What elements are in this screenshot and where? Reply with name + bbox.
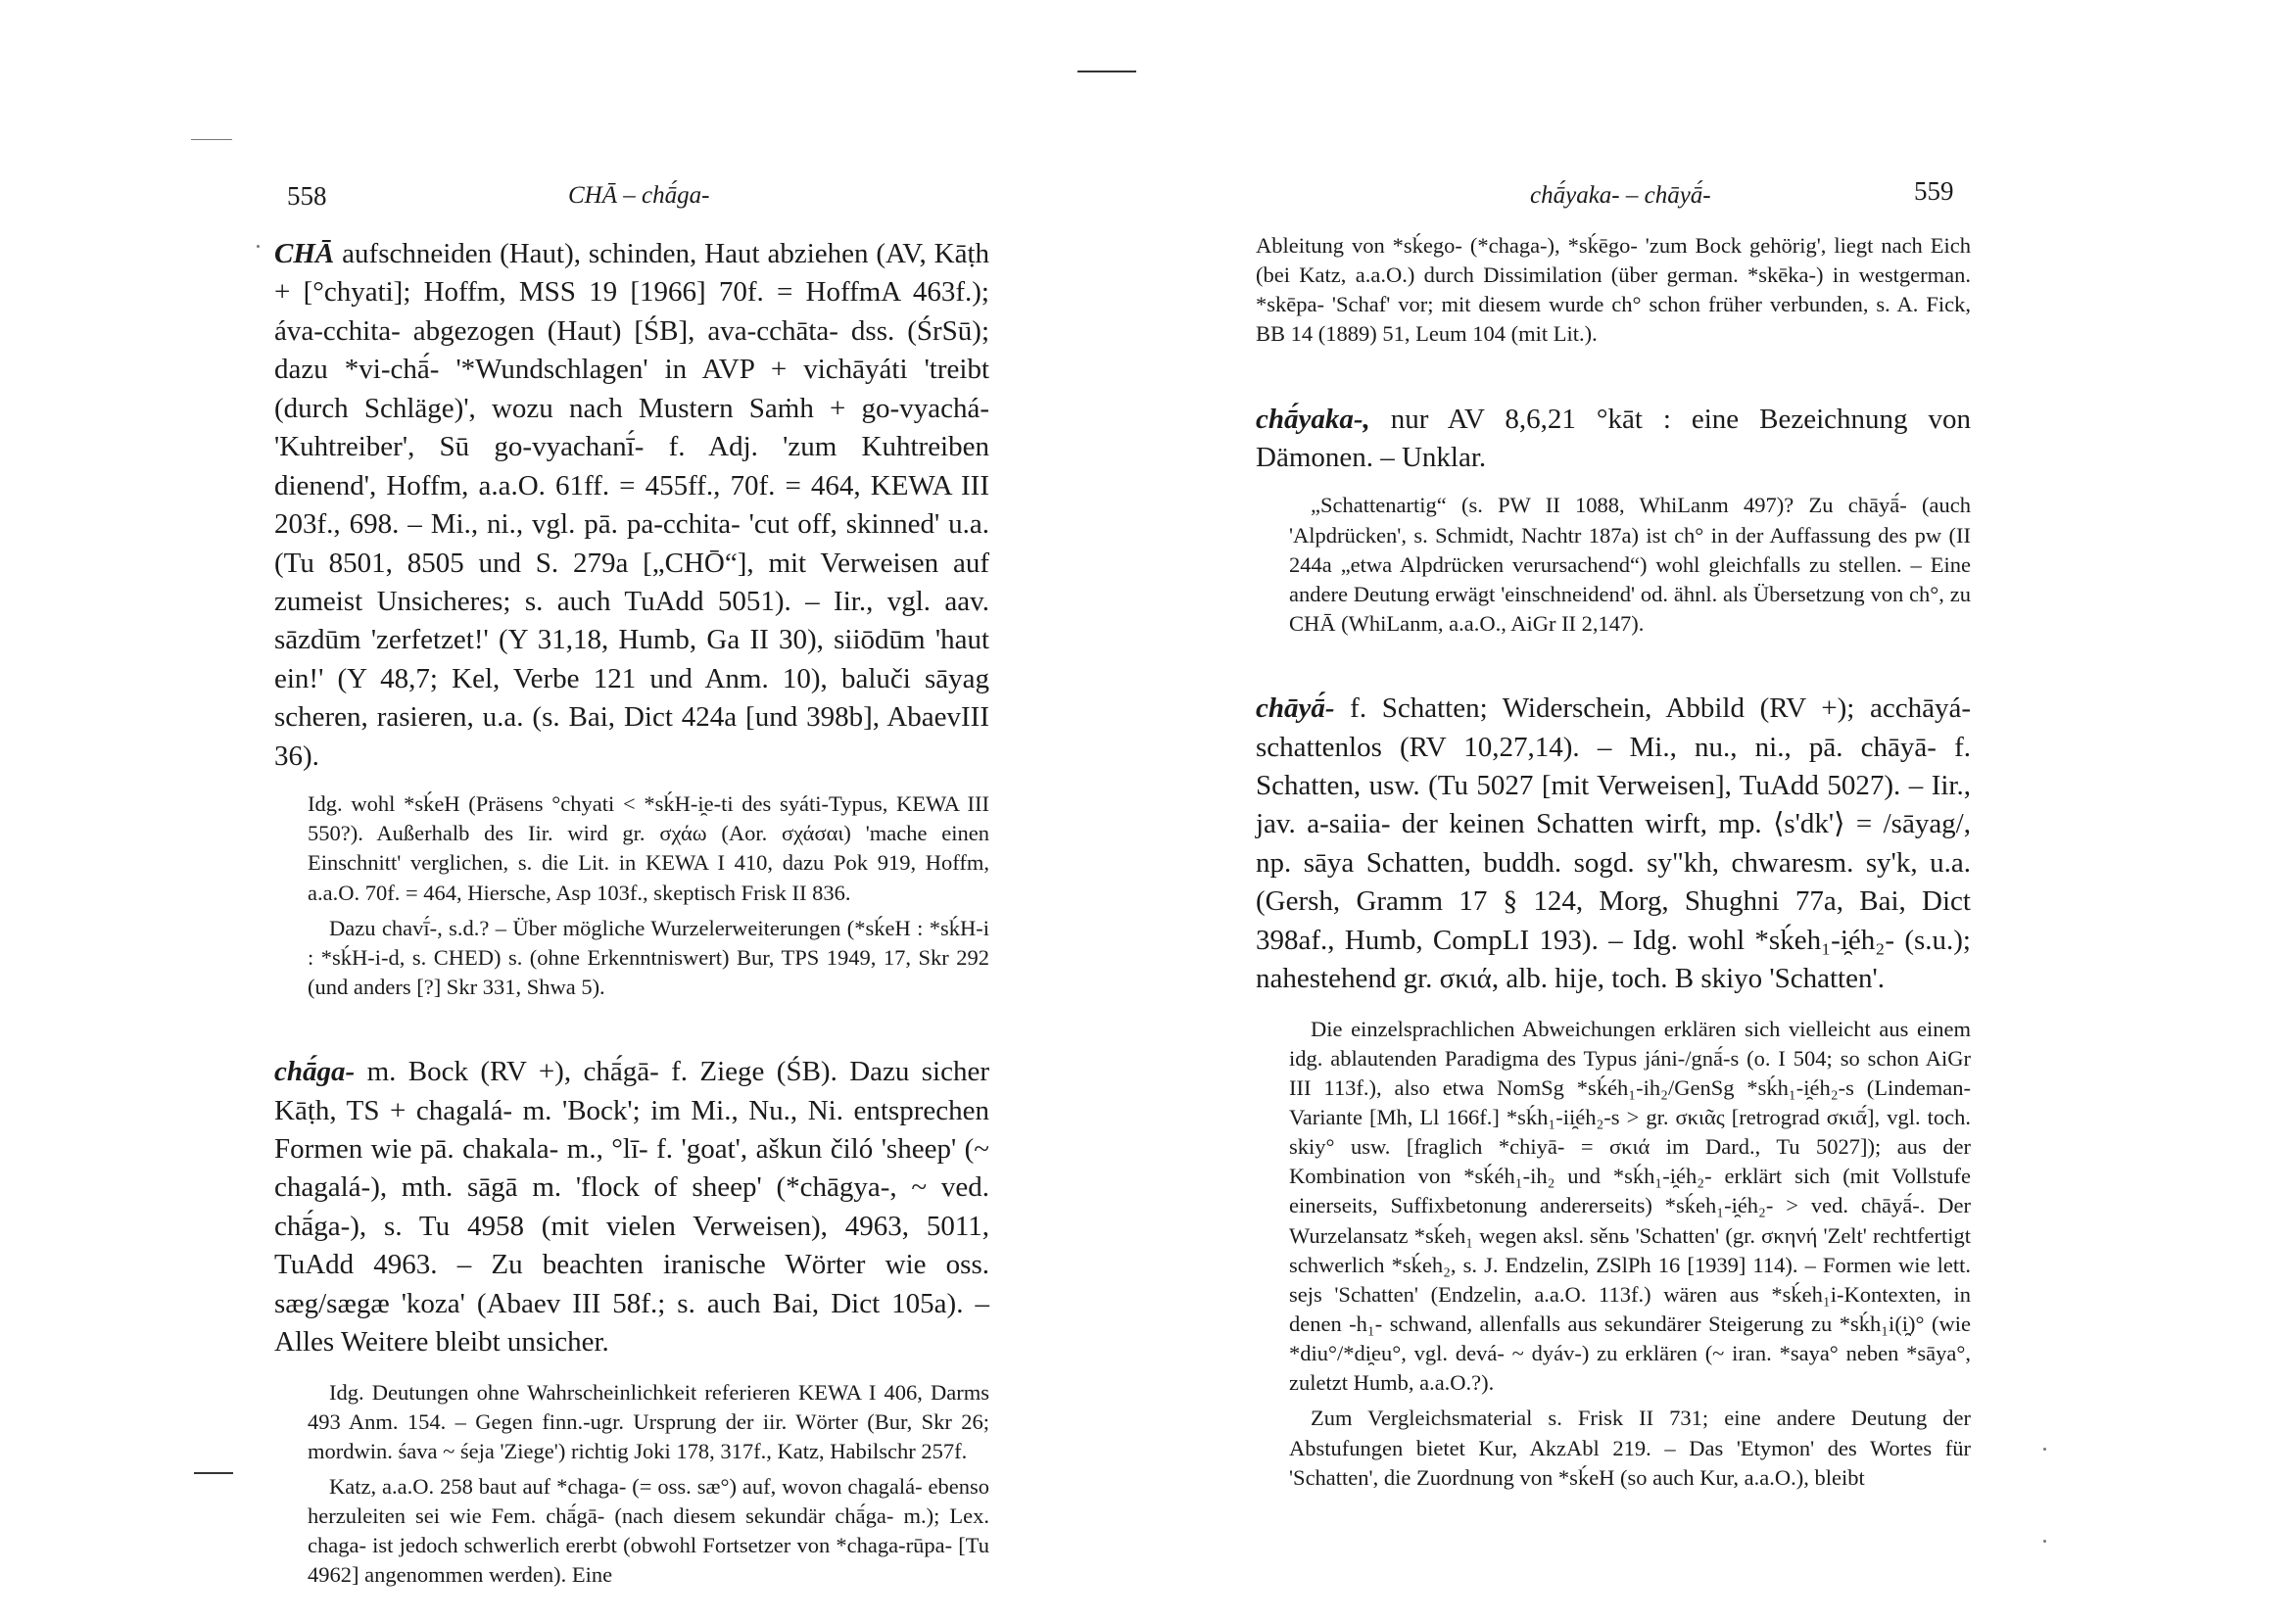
right-column <box>1256 231 1971 1493</box>
scan-dot <box>2043 1448 2046 1451</box>
scan-mark-left-bottom <box>194 1472 233 1474</box>
entry-chaga <box>274 1053 989 1362</box>
scan-dot <box>257 245 260 248</box>
left-column <box>274 235 989 1591</box>
running-head-left: CHĀ – chā́ga- <box>568 182 710 209</box>
lemma-cha: CHĀ <box>274 238 335 269</box>
page-number-left: 558 <box>287 181 327 211</box>
scan-mark-top <box>1077 71 1136 72</box>
right-page <box>1148 0 2296 1622</box>
entry-chaya-note-2: Zum Vergleichsmaterial s. Frisk II 731; eine andere Deutung der Abstufungen bietet Kur, AkzAbl 219. – Das 'Etymon' des Wortes für 'Schatten', die Zuordnung von *sḱeH (so auch Kur, a.a.O.), bleibt <box>1289 1406 1971 1490</box>
page-number-right: 559 <box>1914 176 1954 206</box>
lemma-chaya: chāyā́- <box>1256 692 1335 725</box>
lemma-chaga: chā́ga- <box>274 1056 356 1088</box>
scan-mark-left-top <box>191 139 232 140</box>
entry-chayaka-text: nur AV 8,6,21 °kāt : eine Bezeichnung von Dämonen. – Unklar. <box>1256 403 1972 473</box>
entry-cha-note-2: Dazu chavī́-, s.d.? – Über mögliche Wurzelerweiterungen (*sḱeH : *sḱH-i : *sḱH-i-d, s. CHED) s. (ohne Erkenntniswert) Bur, TPS 1949, 17, Skr 292 (und anders [?] Skr 331, Shwa 5). <box>308 915 989 999</box>
entry-chaya <box>1256 690 1971 999</box>
entry-cha <box>274 235 989 776</box>
entry-cha-text: aufschneiden (Haut), schinden, Haut abziehen (AV, Kāṭh + [°chyati]; Hoffm, MSS 19 [1966] 70f. = HoffmA 463f.); áva-cchita- abgezogen (Haut) [ŚB], ava-cchāta- dss. (ŚrSū); dazu *vi-chā́- '*Wundschlagen' in AVP + vichāyáti 'treibt (durch Schläge)', wozu nach Mustern Saṁh + go-vyachá- 'Kuhtreiber', Sū go-vyachanī́- f. Adj. 'zum Kuhtreiben dienend', Hoffm, a.a.O. 61ff. = 455ff., 70f. = 464, KEWA III 203f., 698. – Mi., ni., vgl. pā. pa-cchita- 'cut off, skinned' u.a. (Tu 8501, 8505 und S. 279a [„CHŌ“], mit Verweisen auf zumeist Unsicheres; s. auch TuAdd 5051). – Iir., vgl. aav. sāzdūm 'zerfetzet!' (Y 31,18, Humb, Ga II 30), siiōdūm 'haut ein!' (Y 48,7; Kel, Verbe 121 und Anm. 10), baluči sāyag scheren, rasieren, u.a. (s. Bai, Dict 424a [und 398b], AbaevIII 36). <box>274 238 989 772</box>
entry-chaga-text: m. Bock (RV +), chā́gā- f. Ziege (ŚB). Dazu sicher Kāṭh, TS + chagalá- m. 'Bock'; im Mi., Nu., Ni. entsprechen Formen wie pā. chakala- m., °lī- f. 'goat', aškun čiló 'sheep' (~ chagalá-), mth. sāgā m. 'flock of sheep' (*chāgya-, ~ ved. chā́ga-), s. Tu 4958 (mit vielen Verweisen), 4963, 5011, TuAdd 4963. – Zu beachten iranische Wörter wie oss. sæg/sægæ 'koza' (Abaev III 58f.; s. auch Bai, Dict 105a). – Alles Weitere bleibt unsicher. <box>274 1056 990 1359</box>
entry-chaya-note-1: Die einzelsprachlichen Abweichungen erklären sich vielleicht aus einem idg. ablautenden Paradigma des Typus jáni-/gnā́-s (o. I 504; so schon AiGr III 113f.), also etwa NomSg *sḱéh₁-ih₂/GenSg *sḱh₁-i̯éh₂-s (Lindeman-Variante [Mh, Ll 166f.] *sḱh₁-ii̯éh₂-s > gr. σκιᾶς [retrograd σκιᾱ́], vgl. toch. skiy° usw. [fraglich *chiyā- = σκιά im Dard., Tu 5027]); aus der Kombination von *sḱéh₁-ih₂ und *sḱh₁-i̯éh₂- erklärt sich (mit Vollstufe einerseits, Suffixbetonung andererseits) *sḱeh₁-i̯éh₂- > ved. chāyā́-. Der Wurzelansatz *sḱeh₁ wegen aksl. sěnь 'Schatten' (gr. σκηνή 'Zelt' rechtfertigt schwerlich *sḱeh₂, s. J. Endzelin, ZSlPh 16 [1939] 114). – Formen wie lett. sejs 'Schatten' (Endzelin, a.a.O. 113f.) wären aus *sḱeh₁i-Kontexten, in denen -h₁- schwand, allenfalls aus sekundärer Steigerung zu *sḱh₁i(i̯)° (wie *diu°/*di̯eu°, vgl. devá- ~ dyáv-) zu erklären (~ iran. *saya° neben *sāya°, zuletzt Humb, a.a.O.?). <box>1289 1016 1971 1396</box>
scan-dot <box>2043 1540 2046 1543</box>
entry-chaya-text: f. Schatten; Widerschein, Abbild (RV +); acchāyá- schattenlos (RV 10,27,14). – Mi., nu., ni., pā. chāyā- f. Schatten, usw. (Tu 5027 [mit Verweisen], TuAdd 5027). – Iir., jav. a-saiia- der keinen Schatten wirft, mp. ⟨s'dk'⟩ = /sāyag/, np. sāya Schatten, buddh. sogd. sy"kh, chwaresm. sy'k, u.a. (Gersh, Gramm 17 § 124, Morg, Shughni 77a, Bai, Dict 398af., Humb, CompLI 193). – Idg. wohl *sḱeh₁-i̯éh₂- (s.u.); nahestehend gr. σκιά, alb. hije, toch. B skiyo 'Schatten'. <box>1256 692 1972 995</box>
entry-chaga-note-1: Idg. Deutungen ohne Wahrscheinlichkeit referieren KEWA I 406, Darms 493 Anm. 154. – Gegen finn.-ugr. Ursprung der iir. Wörter (Bur, Skr 26; mordwin. śava ~ śeja 'Ziege') richtig Joki 178, 317f., Katz, Habilschr 257f. <box>308 1379 989 1463</box>
lemma-chayaka: chā́yaka-, <box>1256 403 1370 435</box>
entry-chaga-note-2: Katz, a.a.O. 258 baut auf *chaga- (= oss. sæ°) auf, wovon chagalá- ebenso herzuleiten sei wie Fem. chā́gā- (nach diesem sekundär chā́ga- m.); Lex. chaga- ist jedoch schwerlich ererbt (obwohl Fortsetzer von *chaga-rūpa- [Tu 4962] angenommen werden). Eine <box>308 1474 989 1588</box>
running-head-right: chā́yaka- – chāyā́- <box>1530 182 1711 209</box>
entry-chayaka <box>1256 401 1971 478</box>
entry-chayaka-note: „Schattenartig“ (s. PW II 1088, WhiLanm 497)? Zu chāyā́- (auch 'Alpdrücken', s. Schmidt, Nachtr 187a) ist ch° in der Auffassung des pw (II 244a „etwa Alpdrücken verursachend“) wohl gleichfalls zu stellen. – Eine andere Deutung erwägt 'einschneidend' od. ähnl. als Übersetzung von ch°, zu CHĀ (WhiLanm, a.a.O., AiGr II 2,147). <box>1289 493 1971 636</box>
continuation-text: Ableitung von *sḱego- (*chaga-), *sḱēgo- 'zum Bock gehörig', liegt nach Eich (bei Katz, a.a.O.) durch Dissimilation (über german. *skēka-) in westgerman. *skēpa- 'Schaf' vor; mit diesem wurde ch° schon früher verbunden, s. A. Fick, BB 14 (1889) 51, Leum 104 (mit Lit.). <box>1256 233 1971 347</box>
entry-cha-note-1: Idg. wohl *sḱeH (Präsens °chyati < *sḱH-i̯e-ti des syáti-Typus, KEWA III 550?). Außerhalb des Iir. wird gr. σχάω (Aor. σχάσαι) 'mache einen Einschnitt' verglichen, s. die Lit. in KEWA I 410, dazu Pok 919, Hoffm, a.a.O. 70f. = 464, Hiersche, Asp 103f., skeptisch Frisk II 836. <box>308 791 989 905</box>
